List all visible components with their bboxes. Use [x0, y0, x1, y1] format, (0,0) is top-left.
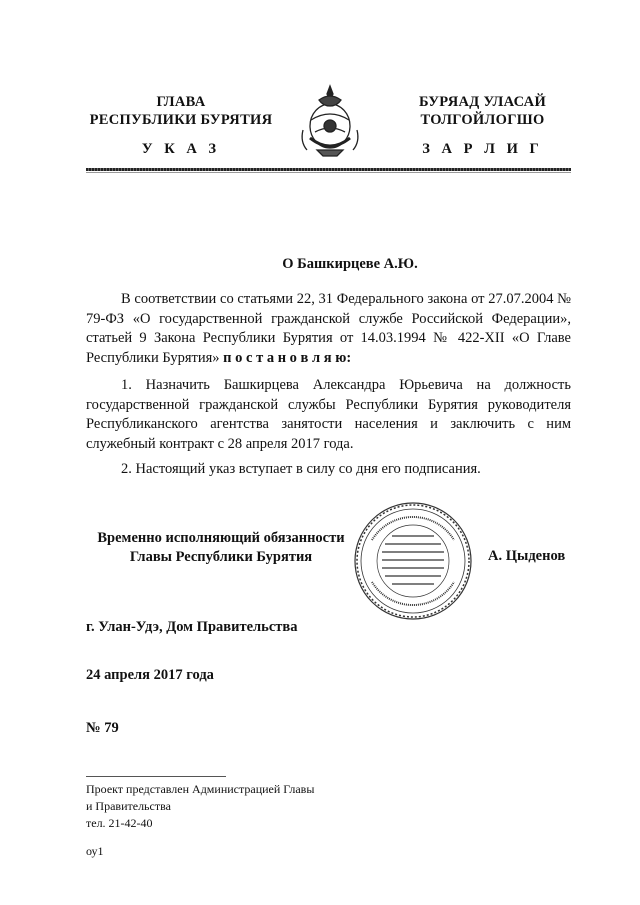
decree-preamble: [86, 290, 571, 368]
decree-item-2: 2. Настоящий указ вступает в силу со дня его подписания.: [121, 461, 481, 477]
signatory-position: [86, 529, 356, 567]
footer-divider: [86, 776, 226, 777]
footer-line1: Проект представлен Администрацией Главы: [86, 782, 315, 796]
decree-number: № 79: [86, 720, 119, 736]
preamble-text: В соответствии со статьями 22, 31 Федерального закона от 27.07.2004 № 79-ФЗ «О государственной гражданской службе Российской Федерации», статьей 9 Закона Республики Бурятия от 14.03.1994 № 422-XII «О Главе Республики Бурятия»: [86, 291, 571, 366]
header-right-line2: ТОЛГОЙЛОГШО: [420, 112, 545, 128]
header-right-line1: БУРЯАД УЛАСАЙ: [418, 94, 547, 110]
header-right-title: [390, 93, 575, 129]
stamp-seal-icon: [352, 500, 474, 622]
header-left-line2: РЕСПУБЛИКИ БУРЯТИЯ: [89, 112, 273, 128]
header-left-line1: ГЛАВА: [156, 94, 206, 110]
header-left-title: [86, 93, 276, 129]
header-divider: [86, 168, 571, 171]
footer-line3: тел. 21-42-40: [86, 816, 153, 830]
decree-item-1: 1. Назначить Башкирцева Александра Юрьевича на должность государственной гражданской службы Республики Бурятия руководителя Республиканского агентства занятости населения и заключить с ним служебный контракт с 28 апреля 2017 года.: [86, 377, 571, 452]
footer-code: оу1: [86, 844, 104, 858]
decree-place: г. Улан-Удэ, Дом Правительства: [86, 619, 298, 635]
header-divider-thin: [86, 172, 571, 173]
position-line2: Главы Республики Бурятия: [129, 549, 313, 565]
decree-date: 24 апреля 2017 года: [86, 667, 214, 683]
header-right-doc-type: З А Р Л И Г: [422, 141, 543, 157]
signatory-name: А. Цыденов: [488, 548, 566, 564]
footer-line2: и Правительства: [86, 799, 171, 813]
emblem-icon: [297, 80, 363, 160]
header-left-doc-type: У К А З: [141, 141, 221, 157]
position-line1: Временно исполняющий обязанности: [97, 530, 345, 546]
decree-word: п о с т а н о в л я ю:: [223, 349, 352, 366]
decree-title: О Башкирцеве А.Ю.: [282, 256, 418, 272]
footer-note: [86, 781, 386, 832]
